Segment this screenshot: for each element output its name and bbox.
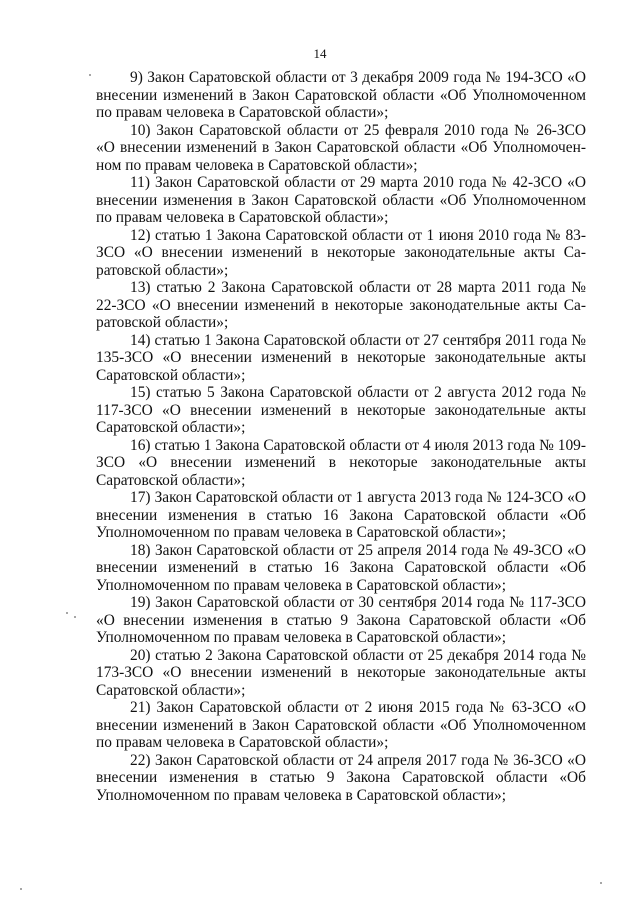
list-item: 10) Закон Саратовской области от 25 февраля 2010 года № 26-ЗСО «О внесении изменений в Закон Саратовской области «Об Уполномоченном по правам человека в Саратовской области»;	[96, 121, 586, 174]
list-item: 12) статью 1 Закона Саратовской области от 1 июня 2010 года № 83-ЗСО «О внесении изменений в некоторые законодательные акты Саратовской области»;	[96, 226, 586, 279]
list-item: 22) Закон Саратовской области от 24 апреля 2017 года № 36-ЗСО «О внесении изменения в статью 9 Закона Саратовской области «Об Уполномоченном по правам человека в Саратовской области»;	[96, 751, 586, 804]
list-item: 17) Закон Саратовской области от 1 августа 2013 года № 124-ЗСО «О внесении изменения в статью 16 Закона Саратовской области «Об Уполномоченном по правам человека в Саратовской области»;	[96, 489, 586, 541]
list-item: 13) статью 2 Закона Саратовской области от 28 марта 2011 года № 22-ЗСО «О внесении изменений в некоторые законодательные акты Саратовской области»;	[96, 279, 586, 331]
scan-speck	[89, 74, 91, 76]
scan-speck	[74, 616, 76, 618]
list-item: 15) статью 5 Закона Саратовской области от 2 августа 2012 года № 117-ЗСО «О внесении изменений в некоторые законодательные акты Саратовской области»;	[96, 384, 586, 436]
document-body	[96, 69, 586, 804]
scan-speck	[600, 882, 602, 884]
list-item: 18) Закон Саратовской области от 25 апреля 2014 года № 49-ЗСО «О внесении изменений в статью 16 Закона Саратовской области «Об Уполномоченном по правам человека в Саратовской области»;	[96, 541, 586, 594]
list-item: 14) статью 1 Закона Саратовской области от 27 сентября 2011 года № 135-ЗСО «О внесении изменений в некоторые законодательные акты Саратовской области»;	[96, 331, 586, 384]
list-item: 19) Закон Саратовской области от 30 сентября 2014 года № 117-ЗСО «О внесении изменения в статью 9 Закона Саратовской области «Об Уполномоченном по правам человека в Саратовской области»;	[96, 594, 586, 646]
list-item: 9) Закон Саратовской области от 3 декабря 2009 года № 194-ЗСО «О внесении изменений в Закон Саратовской области «Об Уполномоченном по правам человека в Саратовской области»;	[96, 69, 586, 121]
page-number: 14	[313, 46, 327, 61]
list-item: 11) Закон Саратовской области от 29 марта 2010 года № 42-ЗСО «О внесении изменения в Закон Саратовской области «Об Уполномоченном по правам человека в Саратовской области»;	[96, 174, 586, 226]
scan-speck	[66, 612, 68, 614]
scan-speck	[20, 888, 22, 890]
list-item: 16) статью 1 Закона Саратовской области от 4 июля 2013 года № 109-ЗСО «О внесении изменений в некоторые законодательные акты Саратовской области»;	[96, 436, 586, 489]
list-item: 21) Закон Саратовской области от 2 июня 2015 года № 63-ЗСО «О внесении изменений в Закон Саратовской области «Об Уполномоченном по правам человека в Саратовской области»;	[96, 699, 586, 751]
list-item: 20) статью 2 Закона Саратовской области от 25 декабря 2014 года № 173-ЗСО «О внесении изменений в некоторые законодательные акты Саратовской области»;	[96, 646, 586, 699]
